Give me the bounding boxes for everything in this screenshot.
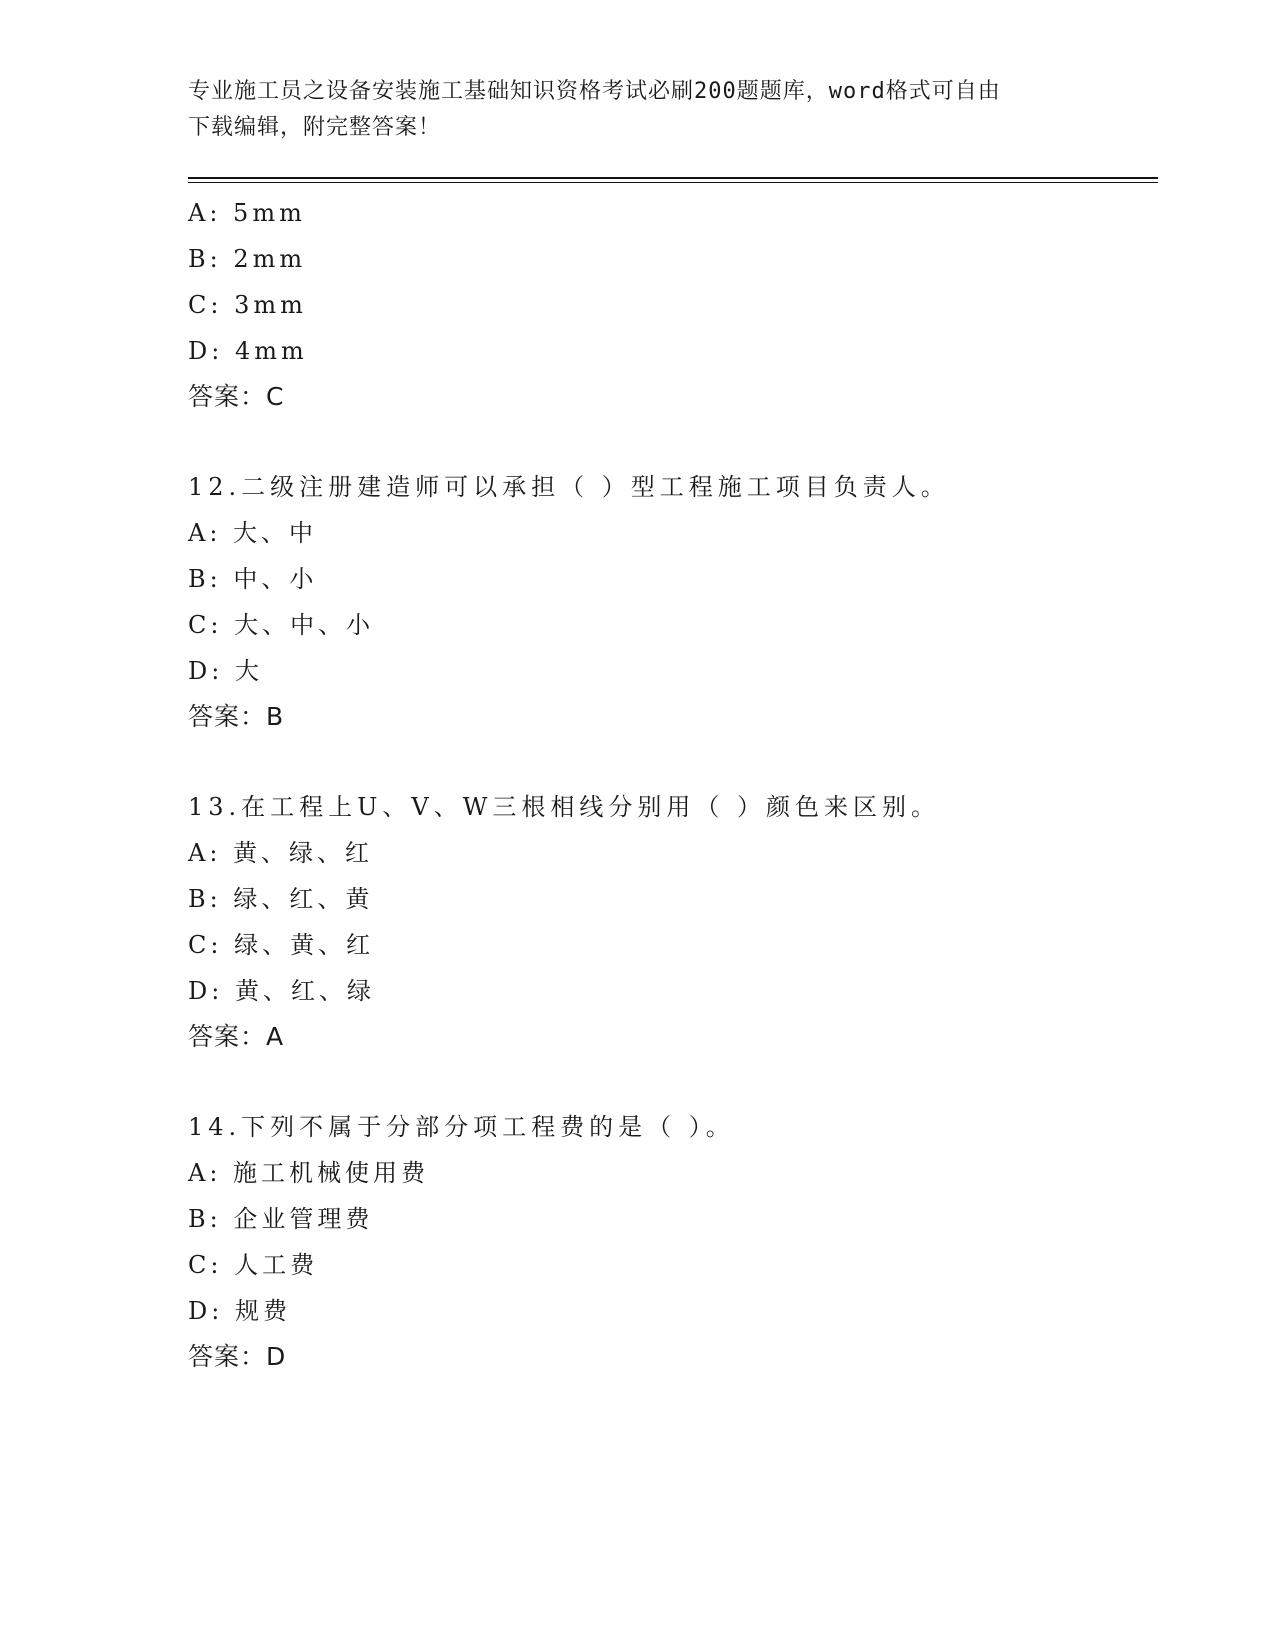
question-title: 12.二级注册建造师可以承担（ ）型工程施工项目负责人。 <box>188 473 950 501</box>
answer: 答案：B <box>188 702 285 731</box>
option-a: A: 5mm <box>188 199 306 227</box>
header-line-2: 下载编辑，附完整答案！ <box>188 115 442 140</box>
spacer <box>188 1060 1158 1104</box>
option-c: C: 绿、黄、红 <box>188 931 375 959</box>
option-d: D: 规费 <box>188 1297 291 1325</box>
option-c: C: 3mm <box>188 291 307 319</box>
header-line-1: 专业施工员之设备安装施工基础知识资格考试必刷200题题库，word格式可自由 <box>188 79 1001 104</box>
option-d: D: 4mm <box>188 337 308 365</box>
option-a: A: 大、中 <box>188 519 318 547</box>
question-14 <box>188 1104 1158 1380</box>
question-12 <box>188 464 1158 740</box>
spacer <box>188 740 1158 784</box>
header-divider-thin <box>188 182 1158 183</box>
spacer <box>188 420 1158 464</box>
question-13 <box>188 784 1158 1060</box>
option-b: B: 中、小 <box>188 565 318 593</box>
document-header <box>188 74 1088 146</box>
option-b: B: 企业管理费 <box>188 1205 374 1233</box>
header-divider-thick <box>188 177 1158 179</box>
option-b: B: 2mm <box>188 245 307 273</box>
option-c: C: 人工费 <box>188 1251 319 1279</box>
question-11 <box>188 190 1158 420</box>
answer: 答案：D <box>188 1342 287 1371</box>
option-d: D: 黄、红、绿 <box>188 977 375 1005</box>
option-a: A: 施工机械使用费 <box>188 1159 430 1187</box>
option-c: C: 大、中、小 <box>188 611 375 639</box>
question-list <box>188 190 1158 1380</box>
question-title: 13.在工程上U、V、W三根相线分别用（ ）颜色来区别。 <box>188 793 941 821</box>
answer: 答案：A <box>188 1022 285 1051</box>
question-title: 14.下列不属于分部分项工程费的是（ ）。 <box>188 1113 735 1141</box>
option-a: A: 黄、绿、红 <box>188 839 374 867</box>
answer: 答案：C <box>188 382 285 411</box>
option-b: B: 绿、红、黄 <box>188 885 374 913</box>
option-d: D: 大 <box>188 657 263 685</box>
